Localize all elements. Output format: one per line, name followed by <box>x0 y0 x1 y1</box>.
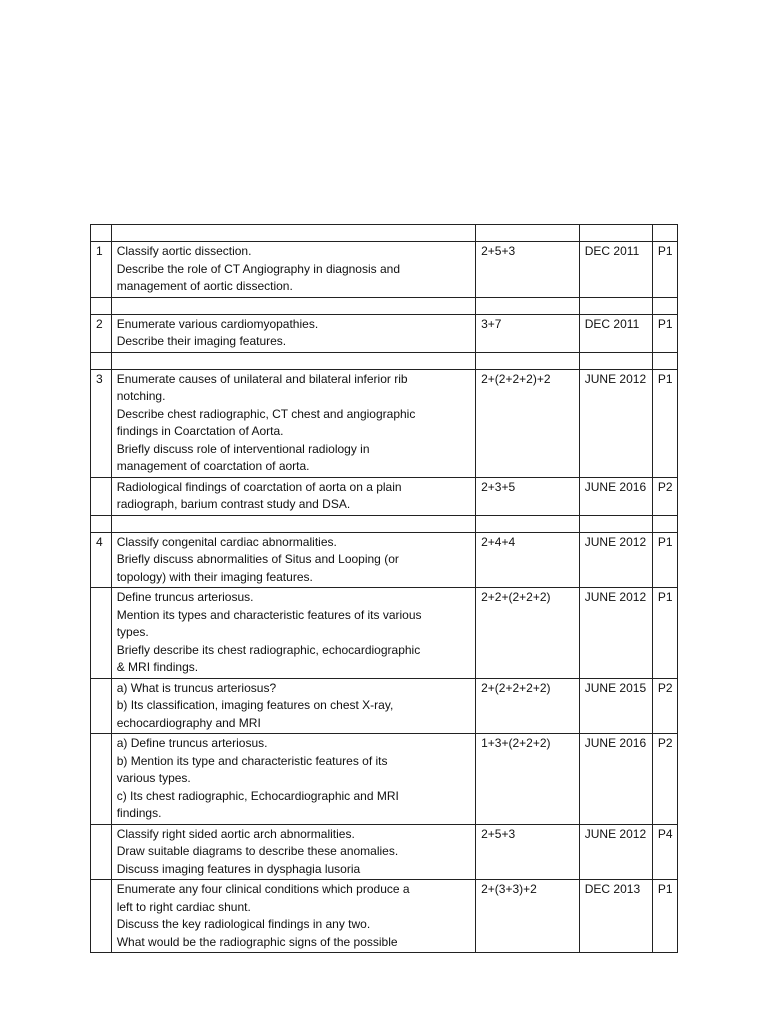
question-table-body <box>91 225 678 953</box>
question-number: 4 <box>91 532 112 588</box>
question-row <box>91 678 678 734</box>
marks-cell: 2+(2+2+2+2) <box>476 678 580 734</box>
paper-cell: P2 <box>652 734 677 825</box>
question-text <box>111 532 475 588</box>
paper-cell: P2 <box>652 477 677 515</box>
empty-cell <box>111 352 475 369</box>
empty-cell <box>652 352 677 369</box>
question-number <box>91 824 112 880</box>
marks-cell: 2+(2+2+2)+2 <box>476 369 580 477</box>
question-line: Classify right sided aortic arch abnormalities. <box>116 826 355 841</box>
question-line: Draw suitable diagrams to describe these anomalies. <box>116 844 399 858</box>
empty-cell <box>579 515 652 532</box>
question-line: a) What is truncus arteriosus? <box>116 680 277 695</box>
empty-cell <box>476 225 580 242</box>
marks-cell: 2+3+5 <box>476 477 580 515</box>
empty-cell <box>579 225 652 242</box>
empty-cell <box>91 297 112 314</box>
question-number: 2 <box>91 314 112 352</box>
paper-cell: P1 <box>652 369 677 477</box>
question-line: Describe the role of CT Angiography in diagnosis and <box>116 261 401 276</box>
exam-date-cell: DEC 2011 <box>579 242 652 298</box>
question-row <box>91 588 678 679</box>
question-row <box>91 242 678 298</box>
marks-cell: 3+7 <box>476 314 580 352</box>
empty-cell <box>111 225 475 242</box>
exam-date-cell: JUNE 2012 <box>579 824 652 880</box>
question-line: echocardiography and MRI <box>116 715 261 730</box>
question-text <box>111 369 475 477</box>
marks-cell: 2+4+4 <box>476 532 580 588</box>
question-line: Briefly discuss abnormalities of Situs and Looping (or <box>116 552 399 566</box>
question-number: 1 <box>91 242 112 298</box>
question-line: findings. <box>116 806 162 820</box>
question-line: Enumerate various cardiomyopathies. <box>116 316 319 331</box>
question-row <box>91 734 678 825</box>
exam-date-cell: JUNE 2016 <box>579 734 652 825</box>
marks-cell: 2+5+3 <box>476 824 580 880</box>
question-table <box>90 224 678 953</box>
empty-cell <box>652 297 677 314</box>
question-line: b) Its classification, imaging features on chest X-ray, <box>116 698 394 712</box>
marks-cell: 2+5+3 <box>476 242 580 298</box>
question-text <box>111 678 475 734</box>
question-line: Mention its types and characteristic features of its various <box>116 607 422 622</box>
empty-cell <box>111 515 475 532</box>
paper-cell: P2 <box>652 678 677 734</box>
paper-cell: P1 <box>652 588 677 679</box>
question-line: types. <box>116 625 149 639</box>
question-line: What would be the radiographic signs of the possible <box>116 934 398 949</box>
exam-date-cell: DEC 2011 <box>579 314 652 352</box>
question-text <box>111 477 475 515</box>
paper-cell: P1 <box>652 314 677 352</box>
spacer-row <box>91 225 678 242</box>
question-row <box>91 880 678 953</box>
spacer-row <box>91 297 678 314</box>
question-text <box>111 734 475 825</box>
question-line: Describe chest radiographic, CT chest and angiographic <box>116 406 416 421</box>
question-text <box>111 314 475 352</box>
question-line: Briefly describe its chest radiographic, echocardiographic <box>116 642 421 657</box>
exam-date-cell: JUNE 2012 <box>579 588 652 679</box>
question-text <box>111 242 475 298</box>
question-line: Discuss imaging features in dysphagia lusoria <box>116 861 361 876</box>
marks-cell: 2+2+(2+2+2) <box>476 588 580 679</box>
marks-cell: 2+(3+3)+2 <box>476 880 580 953</box>
empty-cell <box>91 515 112 532</box>
question-text <box>111 588 475 679</box>
question-line: a) Define truncus arteriosus. <box>116 736 268 750</box>
empty-cell <box>579 297 652 314</box>
question-line: Classify congenital cardiac abnormalities. <box>116 534 337 549</box>
question-line: & MRI findings. <box>116 660 199 674</box>
question-line: radiograph, barium contrast study and DSA. <box>116 497 351 511</box>
question-line: Radiological findings of coarctation of aorta on a plain <box>116 479 402 494</box>
question-line: topology) with their imaging features. <box>116 569 313 584</box>
question-number <box>91 734 112 825</box>
question-text <box>111 824 475 880</box>
spacer-row <box>91 352 678 369</box>
question-line: management of aortic dissection. <box>116 279 293 293</box>
empty-cell <box>579 352 652 369</box>
question-line: notching. <box>116 389 166 403</box>
spacer-row <box>91 515 678 532</box>
question-number <box>91 477 112 515</box>
paper-cell: P1 <box>652 242 677 298</box>
empty-cell <box>476 352 580 369</box>
question-line: management of coarctation of aorta. <box>116 459 310 473</box>
empty-cell <box>652 515 677 532</box>
question-row <box>91 532 678 588</box>
paper-cell: P1 <box>652 880 677 953</box>
marks-cell: 1+3+(2+2+2) <box>476 734 580 825</box>
paper-cell: P1 <box>652 532 677 588</box>
question-line: various types. <box>116 771 191 785</box>
question-number <box>91 588 112 679</box>
empty-cell <box>476 297 580 314</box>
question-number: 3 <box>91 369 112 477</box>
question-text <box>111 880 475 953</box>
question-line: Define truncus arteriosus. <box>116 590 254 604</box>
empty-cell <box>111 297 475 314</box>
exam-date-cell: JUNE 2015 <box>579 678 652 734</box>
exam-date-cell: JUNE 2016 <box>579 477 652 515</box>
question-number <box>91 880 112 953</box>
question-line: Enumerate causes of unilateral and bilateral inferior rib <box>116 371 408 386</box>
question-line: Classify aortic dissection. <box>116 244 252 258</box>
empty-cell <box>91 352 112 369</box>
question-row <box>91 314 678 352</box>
exam-date-cell: JUNE 2012 <box>579 369 652 477</box>
question-line: left to right cardiac shunt. <box>116 899 251 914</box>
question-row <box>91 369 678 477</box>
question-row <box>91 477 678 515</box>
question-line: Enumerate any four clinical conditions which produce a <box>116 882 410 896</box>
question-row <box>91 824 678 880</box>
question-number <box>91 678 112 734</box>
empty-cell <box>476 515 580 532</box>
question-line: Discuss the key radiological findings in any two. <box>116 917 371 931</box>
empty-cell <box>91 225 112 242</box>
question-line: findings in Coarctation of Aorta. <box>116 424 284 438</box>
question-line: c) Its chest radiographic, Echocardiographic and MRI <box>116 788 399 803</box>
exam-date-cell: JUNE 2012 <box>579 532 652 588</box>
empty-cell <box>652 225 677 242</box>
paper-cell: P4 <box>652 824 677 880</box>
exam-date-cell: DEC 2013 <box>579 880 652 953</box>
question-line: Briefly discuss role of interventional radiology in <box>116 441 370 456</box>
question-line: Describe their imaging features. <box>116 334 287 348</box>
question-line: b) Mention its type and characteristic features of its <box>116 753 388 768</box>
